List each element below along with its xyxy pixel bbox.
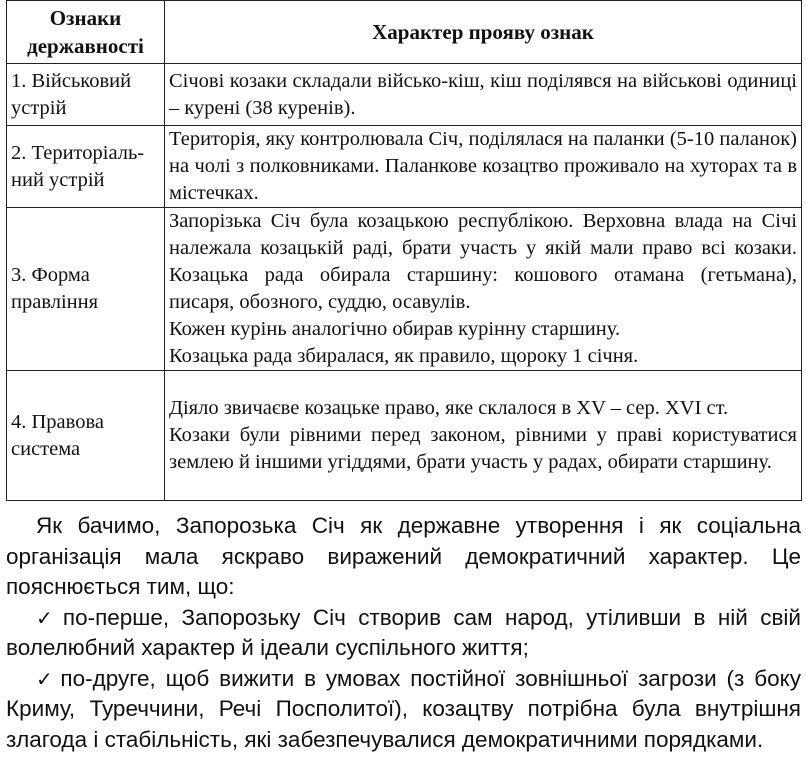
page	[6, 0, 801, 755]
desc-text: Запорізька Січ була козацькою республікою. Верховна влада на Січі належала козацькій раді, брати участь у якій мали право всі козаки. Козацька рада обирала старшину: кошового отамана (гетьмана), писаря, обозного, суддю, осавулів.	[169, 210, 797, 313]
table-header-row	[7, 1, 802, 64]
header-signs-line2: державності	[27, 34, 144, 58]
header-signs	[7, 1, 165, 64]
list-item-text: по-перше, Запорозьку Січ створив сам народ, утіливши в ній свій волелюбний характер й ідеали суспільного життя;	[6, 604, 801, 660]
table-row	[7, 371, 802, 501]
sign-cell	[7, 208, 165, 371]
desc-text: Козацька рада збиралася, як правило, щороку 1 січня.	[169, 345, 639, 367]
desc-text: Козаки були рівними перед законом, рівними у праві користуватися землею й іншими угіддями, брати участь у радах, обирати старшину.	[169, 424, 797, 473]
list-item-text: по-друге, щоб вижити в умовах постійної зовнішньої загрози (з боку Криму, Туреччини, Речі Посполитої), козацтву потрібна була внутрішня злагода і стабільність, які забезпечувалися демократичними порядками.	[6, 665, 801, 752]
sign-cell	[7, 64, 165, 126]
table-row	[7, 208, 802, 371]
check-mark-icon: ✓	[36, 605, 59, 630]
check-mark-icon: ✓	[36, 666, 57, 691]
table-row	[7, 126, 802, 208]
header-signs-line1: Ознаки	[49, 6, 122, 30]
desc-text: Діяло звичаєве козацьке право, яке склалося в XV – сер. XVI ст.	[169, 397, 729, 419]
sign-line: ний устрій	[11, 168, 105, 191]
body-text	[6, 511, 801, 755]
list-item	[6, 664, 801, 756]
sign-cell	[7, 126, 165, 208]
desc-cell	[165, 126, 802, 208]
sign-line: 4. Правова	[11, 410, 104, 433]
sign-line: 1. Військовий	[11, 69, 132, 92]
intro-paragraph: Як бачимо, Запорозька Січ як державне утворення і як соціальна організація мала яскраво виражений демократичний характер. Це пояснюється тим, що:	[6, 513, 801, 599]
header-character: Характер прояву ознак	[165, 1, 802, 64]
sign-line: устрій	[11, 96, 67, 119]
desc-cell	[165, 371, 802, 501]
desc-cell	[165, 208, 802, 371]
sign-line: 3. Форма	[11, 264, 90, 286]
sign-line: правління	[11, 291, 99, 313]
desc-text: Січові козаки складали військо-кіш, кіш поділявся на військові одиниці – курені (38 куренів).	[169, 69, 797, 119]
desc-text: Територія, яку контролювала Січ, поділялася на паланки (5-10 паланок) на чолі з полковниками. Паланкове козацтво проживало на хуторах та в містечках.	[169, 128, 797, 204]
sign-line: система	[11, 437, 81, 460]
sign-cell	[7, 371, 165, 501]
table-row	[7, 64, 802, 126]
desc-text: Кожен курінь аналогічно обирав курінну старшину.	[169, 318, 621, 340]
statehood-signs-table	[6, 0, 802, 501]
list-item	[6, 603, 801, 664]
desc-cell	[165, 64, 802, 126]
sign-line: 2. Територіаль-	[11, 141, 145, 164]
